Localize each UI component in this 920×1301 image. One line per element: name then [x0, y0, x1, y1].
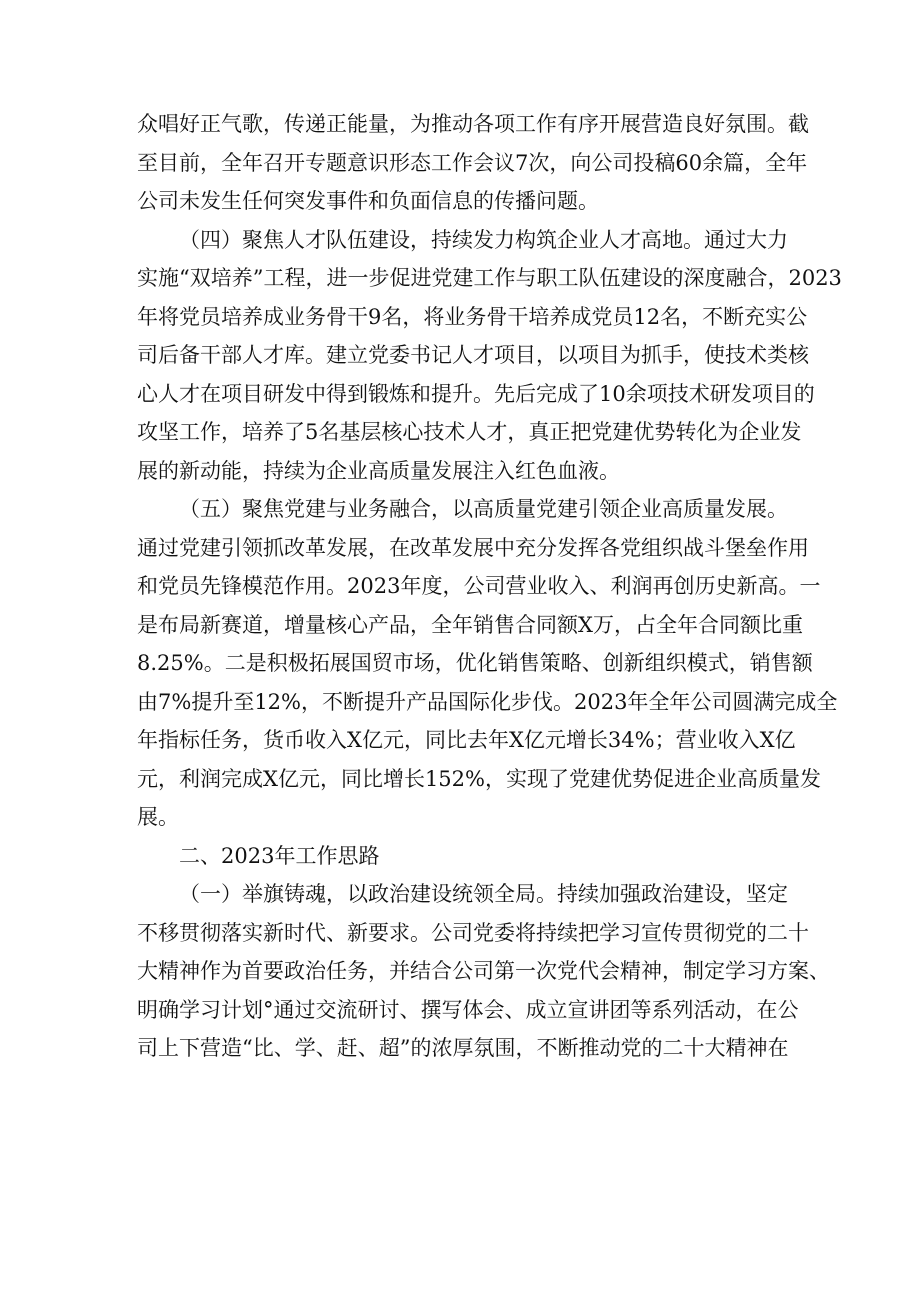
paragraph-p2: [137, 490, 838, 837]
paragraph-p0: [137, 105, 809, 221]
text-line: 攻坚工作，培养了5名基层核心技术人才，真正把党建优势转化为企业发: [137, 420, 802, 444]
text-line: 年将党员培养成业务骨干9名，将业务骨干培养成党员12名，不断充实公: [137, 304, 808, 329]
section-heading: 二、2023年工作思路: [179, 843, 380, 868]
document-body: [137, 105, 842, 1068]
text-line: 不移贯彻落实新时代、新要求。公司党委将持续把学习宣传贯彻党的二十: [137, 920, 809, 945]
text-line: （一）举旗铸魂，以政治建设统领全局。持续加强政治建设，坚定: [179, 882, 788, 906]
text-line: 由7%提升至12%，不断提升产品国际化步伐。2023年全年公司圆满完成全: [137, 689, 838, 714]
text-line: 是布局新赛道，增量核心产品，全年销售合同额X万，占全年合同额比重: [137, 612, 803, 637]
text-line: 司上下营造“比、学、赶、超”的浓厚氛围，不断推动党的二十大精神在: [137, 1036, 789, 1060]
text-line: 和党员先锋模范作用。2023年度，公司营业收入、利润再创历史新高。一: [137, 574, 821, 598]
text-line: 众唱好正气歌，传递正能量，为推动各项工作有序开展营造良好氛围。截: [137, 112, 809, 136]
text-line: 年指标任务，货币收入X亿元，同比去年X亿元增长34%；营业收入X亿: [137, 728, 796, 752]
text-line: 展的新动能，持续为企业高质量发展注入红色血液。: [137, 458, 620, 483]
text-line: 通过党建引领抓改革发展，在改革发展中充分发挥各党组织战斗堡垒作用: [137, 535, 809, 560]
text-line: （五）聚焦党建与业务融合，以高质量党建引领企业高质量发展。: [179, 497, 788, 521]
text-line: 公司未发生任何突发事件和负面信息的传播问题。: [137, 189, 599, 213]
text-line: （四）聚焦人才队伍建设，持续发力构筑企业人才高地。通过大力: [179, 227, 788, 252]
text-line: 展。: [137, 805, 179, 829]
text-line: 实施“双培养”工程，进一步促进党建工作与职工队伍建设的深度融合，2023: [137, 266, 842, 290]
text-line: 元，利润完成X亿元，同比增长152%，实现了党建优势促进企业高质量发: [137, 766, 821, 791]
paragraph-p1: [137, 221, 842, 491]
text-line: 大精神作为首要政治任务，并结合公司第一次党代会精神，制定学习方案、: [137, 959, 830, 983]
text-line: 明确学习计划°通过交流研讨、撰写体会、成立宣讲团等系列活动，在公: [137, 997, 799, 1022]
text-line: 司后备干部人才库。建立党委书记人才项目，以项目为抓手，使技术类核: [137, 343, 809, 367]
text-line: 心人才在项目研发中得到锻炼和提升。先后完成了10余项技术研发项目的: [137, 381, 815, 406]
paragraph-p3: [137, 837, 787, 876]
text-line: 至目前，全年召开专题意识形态工作会议7次，向公司投稿60余篇，全年: [137, 150, 808, 175]
text-line: 8.25%。二是积极拓展国贸市场，优化销售策略、创新组织模式，销售额: [137, 651, 813, 675]
paragraph-p4: [137, 875, 830, 1068]
